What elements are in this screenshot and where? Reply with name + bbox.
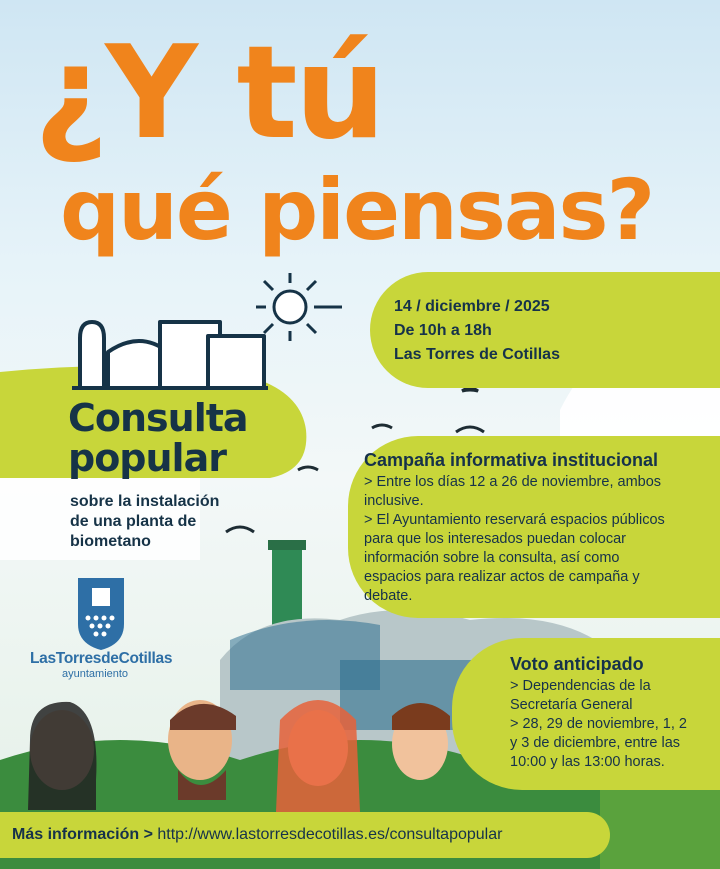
early-vote-info — [510, 654, 716, 772]
campaign-item-1 — [364, 473, 716, 511]
consulta-subtitle — [70, 492, 219, 552]
campaign-item-2-line-2: para que los interesados puedan colocar — [364, 531, 626, 547]
logo-name: LasTorresdeCotillas — [30, 650, 173, 667]
consulta-title-line-2: popular — [68, 436, 226, 480]
early-vote-line-2: Secretaría General — [510, 697, 633, 713]
consulta-subtitle-line-3: biometano — [70, 533, 151, 550]
campaign-title: Campaña informativa institucional — [364, 450, 659, 470]
campaign-item-1-line-2: inclusive. — [364, 493, 424, 509]
headline-line-2: qué piensas? — [60, 161, 654, 259]
footer-info — [12, 826, 502, 844]
logo-subtitle: ayuntamiento — [62, 668, 129, 680]
campaign-item-2-line-3: información sobre la consulta, así como — [364, 550, 620, 566]
campaign-item-2-line-5: debate. — [364, 588, 413, 604]
early-vote-line-1: > Dependencias de la — [510, 678, 651, 694]
campaign-item-2-line-1: > El Ayuntamiento reservará espacios públicos — [364, 512, 665, 528]
campaign-info — [364, 450, 716, 606]
consulta-title — [68, 398, 248, 478]
footer-url-link[interactable]: http://www.lastorresdecotillas.es/consultapopular — [157, 826, 503, 843]
headline-line-1: ¿Y tú — [34, 19, 383, 168]
consulta-subtitle-line-2: de una planta de — [70, 513, 197, 530]
early-vote-line-5: 10:00 y las 13:00 horas. — [510, 754, 665, 770]
event-date: 14 / diciembre / 2025 — [394, 298, 550, 315]
campaign-item-1-line-1: > Entre los días 12 a 26 de noviembre, ambos — [364, 474, 662, 490]
early-vote-text — [510, 677, 716, 772]
early-vote-line-3: > 28, 29 de noviembre, 1, 2 — [510, 716, 687, 732]
event-place: Las Torres de Cotillas — [394, 346, 560, 363]
consulta-title-line-1: Consulta — [68, 396, 248, 440]
early-vote-line-4: y 3 de diciembre, entre las — [510, 735, 681, 751]
event-time: De 10h a 18h — [394, 322, 492, 339]
footer-label: Más información > — [12, 826, 153, 843]
event-info — [394, 295, 560, 367]
consulta-subtitle-line-1: sobre la instalación — [70, 493, 220, 510]
campaign-item-2 — [364, 511, 716, 606]
early-vote-title: Voto anticipado — [510, 654, 644, 674]
campaign-item-2-line-4: espacios para realizar actos de campaña y — [364, 569, 640, 585]
